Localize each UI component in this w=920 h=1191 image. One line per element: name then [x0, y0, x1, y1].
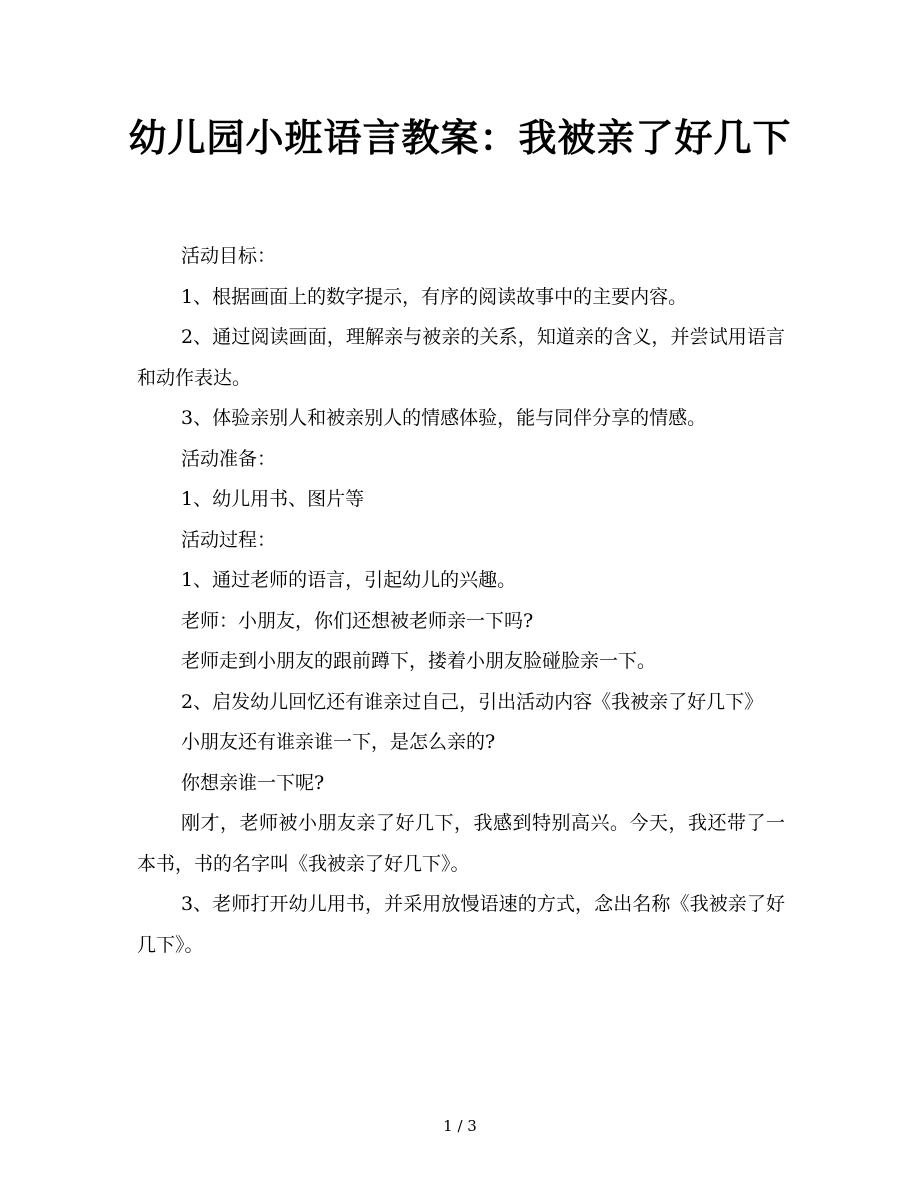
paragraph: 活动过程：: [181, 528, 277, 551]
paragraph: 老师：小朋友，你们还想被老师亲一下吗?: [181, 609, 534, 632]
paragraph: 3、老师打开幼儿用书，并采用放慢语速的方式，念出名称《我被亲了好几下》。: [137, 893, 785, 956]
paragraph: 2、通过阅读画面，理解亲与被亲的关系，知道亲的含义，并尝试用语言和动作表达。: [137, 326, 785, 389]
paragraph: 活动目标：: [181, 245, 277, 267]
paragraph: 老师走到小朋友的跟前蹲下，搂着小朋友脸碰脸亲一下。: [181, 650, 657, 672]
paragraph: 你想亲谁一下呢?: [181, 771, 325, 794]
paragraph: 1、幼儿用书、图片等: [181, 488, 365, 510]
document-title: 幼儿园小班语言教案：我被亲了好几下: [128, 115, 792, 160]
page-number: 1 / 3: [443, 1117, 477, 1135]
document-body: [137, 236, 785, 965]
paragraph: 1、根据画面上的数字提示，有序的阅读故事中的主要内容。: [181, 285, 688, 308]
paragraph: 2、启发幼儿回忆还有谁亲过自己，引出活动内容《我被亲了好几下》: [181, 690, 764, 713]
paragraph: 3、体验亲别人和被亲别人的情感体验，能与同伴分享的情感。: [181, 407, 707, 429]
paragraph: 刚才，老师被小朋友亲了好几下，我感到特别高兴。今天，我还带了一本书，书的名字叫《我被亲了好几下》。: [137, 812, 785, 875]
paragraph: 活动准备：: [181, 447, 277, 470]
paragraph: 小朋友还有谁亲谁一下，是怎么亲的?: [181, 731, 496, 753]
paragraph: 1、通过老师的语言，引起幼儿的兴趣。: [181, 569, 517, 591]
